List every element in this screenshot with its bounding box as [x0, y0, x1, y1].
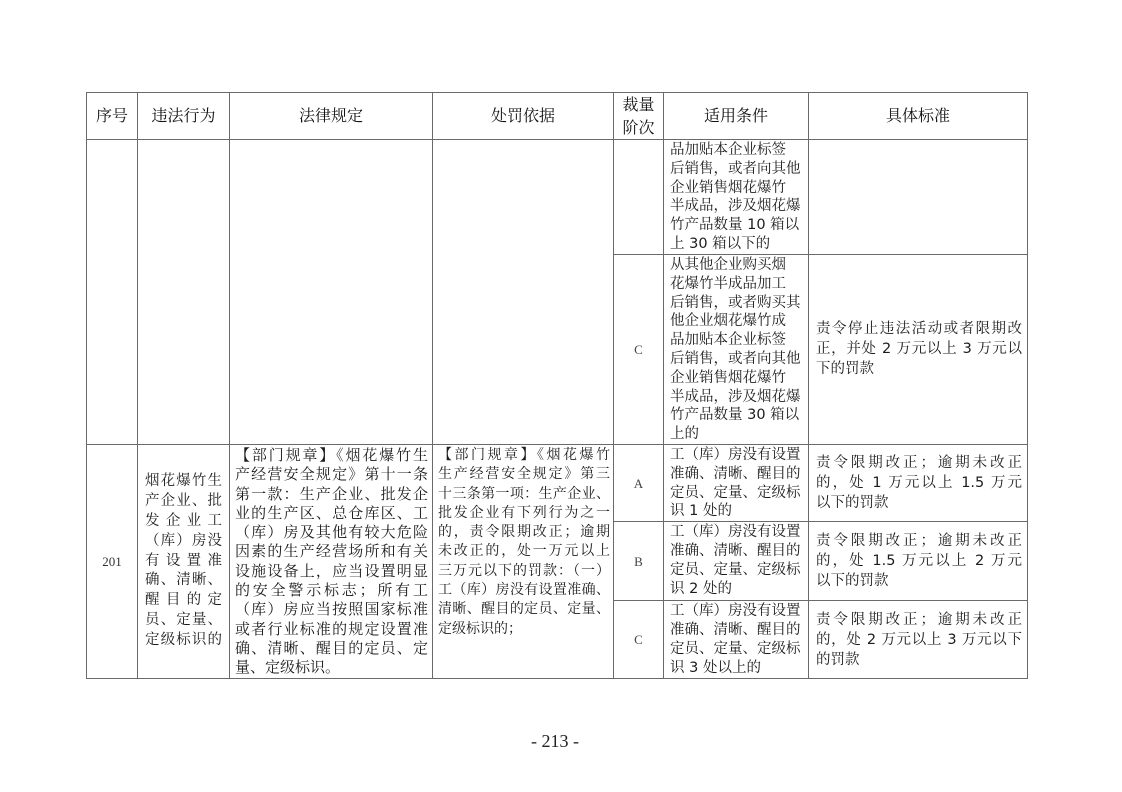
text-line: 的安全警示标志；所有工 [235, 581, 428, 600]
text-line: 准确、清晰、醒目的 [670, 465, 801, 482]
text-line: 裁量 [622, 95, 655, 114]
text-line: 企业销售烟花爆竹 [670, 369, 786, 386]
header-basis: 处罚依据 [433, 93, 614, 140]
text-line: 后销售，或者向其他 [670, 350, 801, 367]
text-line: 工（库）房没有设置准确、 [438, 582, 610, 599]
text-line: 的罚款 [816, 651, 860, 668]
text-line: 业的生产区、总仓库区、工 [235, 503, 428, 522]
text-line: 生产经营安全规定》第三 [438, 466, 610, 483]
text-line: 竹产品数量 10 箱以 [670, 217, 800, 234]
text-line: 竹产品数量 30 箱以 [670, 407, 800, 424]
text-line: 【部门规章】《烟花爆竹 [438, 446, 610, 463]
text-line: 上的 [670, 426, 699, 443]
grade-cell [614, 140, 664, 255]
text-line: 的，处 1 万元以上 1.5 万元 [816, 475, 1022, 492]
text-line: 定员、定量、定级标 [670, 561, 801, 578]
text-line: 识 3 处以上的 [670, 659, 761, 676]
header-law: 法律规定 [230, 93, 433, 140]
text-line: 后销售，或者购买其 [670, 294, 801, 311]
text-line: 识 1 处的 [670, 503, 732, 520]
text-line: 品加贴本企业标签 [670, 332, 786, 349]
text-line: 烟花爆竹生 [145, 473, 222, 490]
text-line: 十三条第一项：生产企业、 [438, 485, 610, 502]
text-line: 品加贴本企业标签 [670, 142, 786, 158]
table-row [87, 444, 1028, 521]
text-line: 第一款：生产企业、批发企 [235, 484, 428, 503]
grade-cell: C [614, 255, 664, 445]
grade-cell: A [614, 444, 664, 521]
violation-cell [138, 444, 230, 678]
law-cell [230, 140, 433, 445]
text-line: 准确、清晰、醒目的 [670, 542, 801, 559]
text-line: 责令停止违法活动或者限期改 [816, 321, 1022, 338]
text-line: 工（库）房没有设置 [670, 524, 801, 541]
text-line: 上 30 箱以下的 [670, 235, 771, 252]
text-line: 工（库）房没有设置 [670, 603, 801, 620]
text-line: 责令限期改正；逾期未改正 [816, 611, 1022, 628]
text-line: 责令限期改正；逾期未改正 [816, 533, 1022, 550]
text-line: 员、定量、 [145, 612, 222, 629]
header-violation: 违法行为 [138, 93, 230, 140]
text-line: 以下的罚款 [816, 573, 889, 590]
text-line: 定级标识的； [438, 620, 522, 637]
text-line: 阶次 [622, 118, 655, 137]
penalty-standard-table [86, 92, 1028, 679]
text-line: 识 2 处的 [670, 580, 732, 597]
text-line: 醒目的定 [145, 592, 222, 609]
text-line: 或者行业标准的规定设置准 [235, 619, 428, 638]
text-line: 未改正的，处一万元以上 [438, 543, 610, 560]
basis-cell [433, 140, 614, 445]
standard-cell [809, 444, 1028, 521]
page-number: - 213 - [531, 731, 579, 751]
text-line: 产企业、批 [145, 493, 222, 510]
text-line: 从其他企业购买烟 [670, 257, 786, 273]
grade-cell: C [614, 601, 664, 679]
text-line: 半成品，涉及烟花爆 [670, 388, 801, 405]
text-line: 有设置准 [145, 552, 222, 569]
text-line: 定员、定量、定级标 [670, 640, 801, 657]
condition-cell [664, 522, 809, 601]
header-row [87, 93, 1028, 140]
text-line: 的，处 2 万元以上 3 万元以下 [816, 631, 1022, 648]
condition-cell [664, 601, 809, 679]
text-line: 清晰、醒目的定员、定量、 [438, 601, 610, 618]
text-line: 三万元以下的罚款：（一） [438, 562, 610, 579]
text-line: 的，责令限期改正；逾期 [438, 524, 610, 541]
text-line: 产经营安全规定》第十一条 [235, 465, 428, 484]
text-line: 半成品，涉及烟花爆 [670, 198, 801, 215]
text-line: 下的罚款 [816, 361, 874, 378]
text-line: 以下的罚款 [816, 495, 889, 512]
text-line: 花爆竹半成品加工 [670, 275, 786, 292]
standard-cell [809, 522, 1028, 601]
text-line: （库）房应当按照国家标准 [235, 600, 428, 619]
law-cell [230, 444, 433, 678]
text-line: 责令限期改正；逾期未改正 [816, 455, 1022, 472]
text-line: 后销售，或者向其他 [670, 160, 801, 177]
text-line: 定级标识的 [145, 631, 222, 648]
text-line: 定员、定量、定级标 [670, 484, 801, 501]
table-row [87, 140, 1028, 255]
condition-cell [664, 444, 809, 521]
row-no-cell: 201 [87, 444, 138, 678]
condition-cell [664, 140, 809, 255]
standard-cell [809, 601, 1028, 679]
grade-cell: B [614, 522, 664, 601]
text-line: （库）房没 [145, 532, 222, 549]
header-standard: 具体标准 [809, 93, 1028, 140]
standard-cell [809, 255, 1028, 445]
text-line: 的，处 1.5 万元以上 2 万元 [816, 553, 1022, 570]
text-line: 他企业烟花爆竹成 [670, 313, 786, 330]
text-line: 确、清晰、 [145, 572, 222, 589]
violation-cell [138, 140, 230, 445]
standard-cell [809, 140, 1028, 255]
text-line: 因素的生产经营场所和有关 [235, 542, 428, 561]
text-line: 准确、清晰、醒目的 [670, 621, 801, 638]
text-line: 工（库）房没有设置 [670, 446, 801, 463]
text-line: 量、定级标识。 [235, 658, 341, 677]
header-condition: 适用条件 [664, 93, 809, 140]
text-line: 【部门规章】《烟花爆竹生 [235, 445, 428, 464]
basis-cell [433, 444, 614, 678]
text-line: （库）房及其他有较大危险 [235, 523, 428, 542]
header-grade [614, 93, 664, 140]
text-line: 批发企业有下列行为之一 [438, 504, 610, 521]
row-no-cell [87, 140, 138, 445]
text-line: 确、清晰、醒目的定员、定 [235, 638, 428, 657]
text-line: 设施设备上，应当设置明显 [235, 561, 428, 580]
header-no: 序号 [87, 93, 138, 140]
text-line: 发企业工 [145, 513, 222, 530]
condition-cell [664, 255, 809, 445]
text-line: 正，并处 2 万元以上 3 万元以 [816, 341, 1022, 358]
text-line: 企业销售烟花爆竹 [670, 179, 786, 196]
